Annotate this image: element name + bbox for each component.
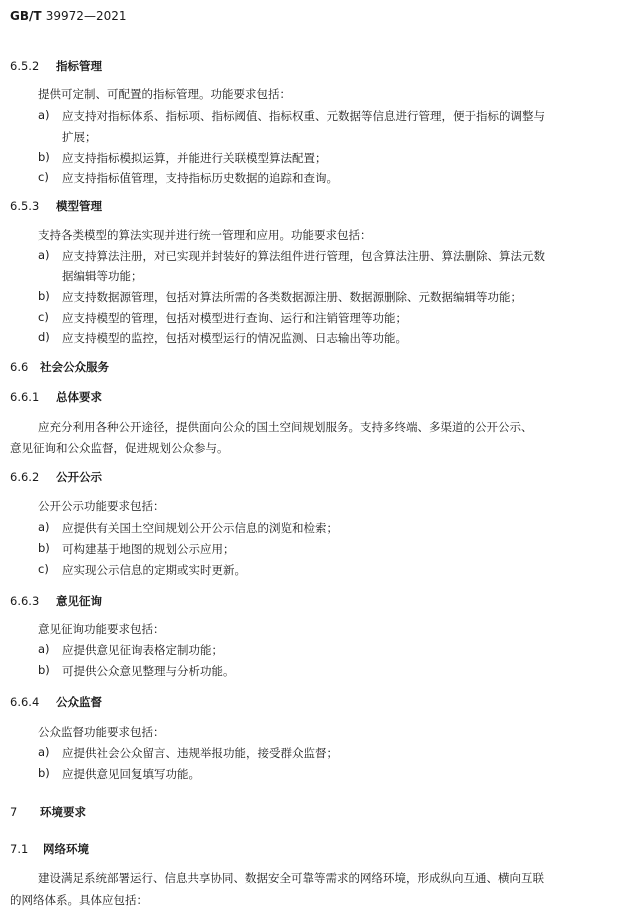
- section-title: 社会公众服务: [40, 360, 109, 374]
- section-heading-7: [10, 804, 86, 820]
- list-item-line: 应支持数据源管理，包括对算法所需的各类数据源注册、数据源删除、元数据编辑等功能；: [62, 290, 522, 304]
- list-marker: b): [38, 541, 50, 555]
- section-title: 总体要求: [56, 390, 102, 404]
- list-marker: c): [38, 562, 49, 576]
- section-title: 环境要求: [40, 805, 86, 819]
- section-title: 意见征询: [56, 594, 102, 608]
- section-heading-6-6: [10, 359, 109, 375]
- list-item-line: 可提供公众意见整理与分析功能。: [62, 664, 235, 678]
- list-item-line: 据编辑等功能；: [62, 269, 143, 283]
- body-line: 意见征询和公众监督，促进规划公众参与。: [10, 441, 229, 455]
- section-heading-6-6-3: [10, 593, 102, 609]
- section-heading-6-6-4: [10, 694, 102, 710]
- list-item-line: 应支持对指标体系、指标项、指标阈值、指标权重、元数据等信息进行管理，便于指标的调整与: [62, 109, 545, 123]
- list-item-line: 应实现公示信息的定期或实时更新。: [62, 563, 246, 577]
- section-intro: 支持各类模型的算法实现并进行统一管理和应用。功能要求包括：: [38, 228, 372, 242]
- section-intro: 公众监督功能要求包括：: [38, 725, 165, 739]
- section-heading-6-5-3: [10, 198, 102, 214]
- section-title: 指标管理: [56, 59, 102, 73]
- section-title: 公开公示: [56, 470, 102, 484]
- list-item-line: 应提供社会公众留言、违规举报功能，接受群众监督；: [62, 746, 338, 760]
- list-marker: a): [38, 745, 50, 759]
- section-number: 6.5.3: [10, 199, 40, 213]
- section-number: 6.6.4: [10, 695, 40, 709]
- section-number: 6.6.2: [10, 470, 40, 484]
- list-marker: a): [38, 642, 50, 656]
- section-heading-7-1: [10, 841, 89, 857]
- section-number: 7: [10, 805, 18, 819]
- list-marker: c): [38, 310, 49, 324]
- section-intro: 公开公示功能要求包括：: [38, 499, 165, 513]
- body-line: 的网络体系。具体应包括：: [10, 893, 148, 907]
- list-marker: a): [38, 108, 50, 122]
- section-heading-6-6-2: [10, 469, 102, 485]
- list-marker: a): [38, 520, 50, 534]
- section-intro: 提供可定制、可配置的指标管理。功能要求包括：: [38, 87, 291, 101]
- standard-prefix: GB/T: [10, 9, 42, 23]
- section-title: 模型管理: [56, 199, 102, 213]
- list-marker: b): [38, 289, 50, 303]
- section-number: 6.6.1: [10, 390, 40, 404]
- list-item-line: 应支持算法注册，对已实现并封装好的算法组件进行管理，包含算法注册、算法删除、算法元数: [62, 249, 545, 263]
- section-heading-6-6-1: [10, 389, 102, 405]
- standard-header: [10, 9, 126, 23]
- list-item-line: 应支持模型的管理，包括对模型进行查询、运行和注销管理等功能；: [62, 311, 407, 325]
- list-item-line: 应支持指标值管理，支持指标历史数据的追踪和查询。: [62, 171, 338, 185]
- list-marker: a): [38, 248, 50, 262]
- section-number: 6.5.2: [10, 59, 40, 73]
- list-item-line: 扩展；: [62, 130, 97, 144]
- list-marker: c): [38, 170, 49, 184]
- list-marker: b): [38, 766, 50, 780]
- section-number: 7.1: [10, 842, 29, 856]
- list-item-line: 应提供意见征询表格定制功能；: [62, 643, 223, 657]
- list-item-line: 应支持模型的监控，包括对模型运行的情况监测、日志输出等功能。: [62, 331, 407, 345]
- list-marker: d): [38, 330, 50, 344]
- list-marker: b): [38, 150, 50, 164]
- body-line: 建设满足系统部署运行、信息共享协同、数据安全可靠等需求的网络环境，形成纵向互通、横向互联: [38, 871, 544, 885]
- list-item-line: 应提供有关国土空间规划公开公示信息的浏览和检索；: [62, 521, 338, 535]
- list-item-line: 应支持指标模拟运算，并能进行关联模型算法配置；: [62, 151, 327, 165]
- list-item-line: 可构建基于地图的规划公示应用；: [62, 542, 235, 556]
- body-line: 应充分利用各种公开途径，提供面向公众的国土空间规划服务。支持多终端、多渠道的公开公示、: [38, 420, 533, 434]
- section-number: 6.6: [10, 360, 29, 374]
- section-title: 公众监督: [56, 695, 102, 709]
- section-intro: 意见征询功能要求包括：: [38, 622, 165, 636]
- standard-number: 39972—2021: [45, 9, 127, 23]
- section-title: 网络环境: [43, 842, 89, 856]
- list-marker: b): [38, 663, 50, 677]
- section-heading-6-5-2: [10, 58, 102, 74]
- section-number: 6.6.3: [10, 594, 40, 608]
- list-item-line: 应提供意见回复填写功能。: [62, 767, 200, 781]
